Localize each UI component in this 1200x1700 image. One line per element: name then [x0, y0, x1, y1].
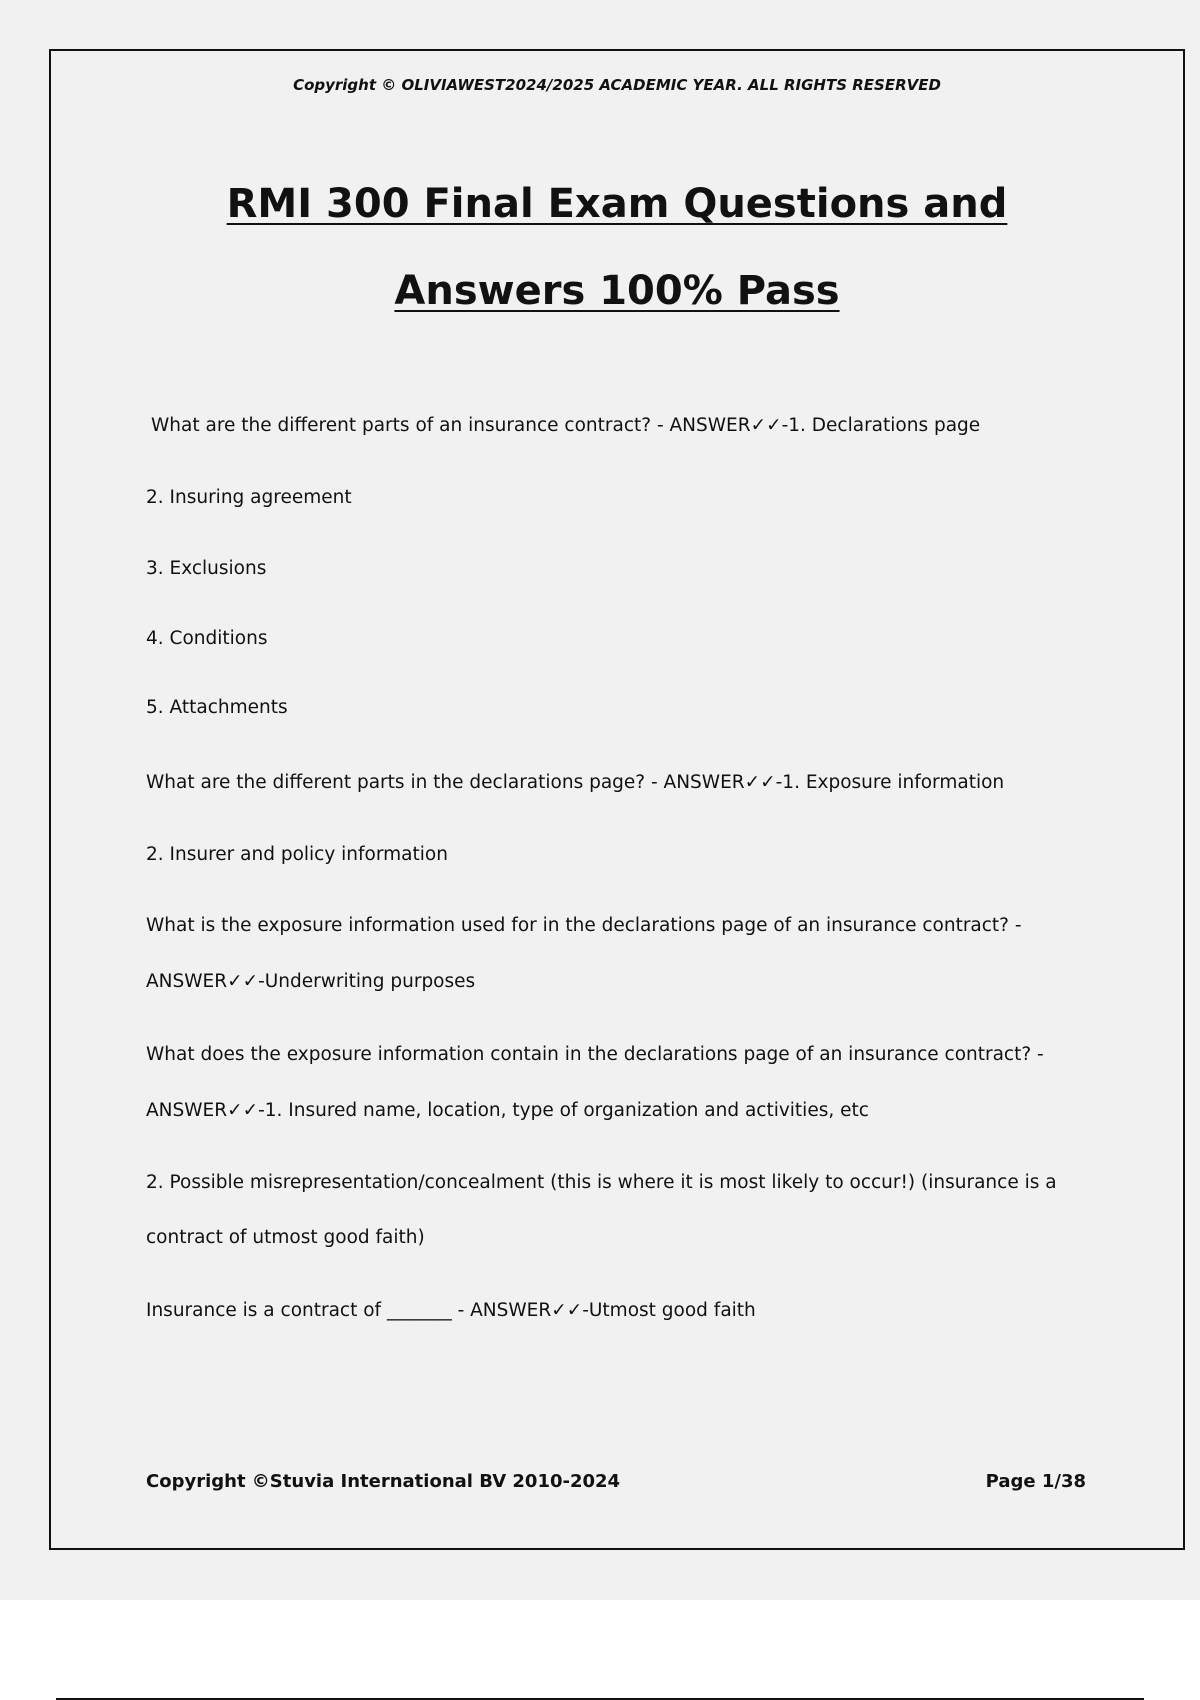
answer-4-item-2-line-2: contract of utmost good faith): [146, 1227, 425, 1248]
question-5-line: Insurance is a contract of _______ - ANSWER✓✓-Utmost good faith: [146, 1300, 756, 1321]
question-4-answer-line: ANSWER✓✓-1. Insured name, location, type of organization and activities, etc: [146, 1100, 869, 1121]
answer-2-item-2: 2. Insurer and policy information: [146, 844, 448, 865]
document-title-line-2-wrapper: [51, 248, 1183, 335]
document-title-line-2: Answers 100% Pass: [394, 268, 840, 314]
header-copyright: Copyright © OLIVIAWEST2024/2025 ACADEMIC YEAR. ALL RIGHTS RESERVED: [293, 76, 941, 94]
answer-1-item-2: 2. Insuring agreement: [146, 487, 352, 508]
question-4-line-1: What does the exposure information contain in the declarations page of an insurance contract? -: [146, 1044, 1044, 1065]
question-3-line-1: What is the exposure information used for in the declarations page of an insurance contract? -: [146, 915, 1022, 936]
answer-1-item-4: 4. Conditions: [146, 628, 268, 649]
footer-copyright: Copyright ©Stuvia International BV 2010-2024: [146, 1471, 621, 1492]
page-number: Page 1/38: [985, 1471, 1086, 1492]
answer-1-item-3: 3. Exclusions: [146, 558, 267, 579]
question-3-answer-line: ANSWER✓✓-Underwriting purposes: [146, 971, 476, 992]
answer-4-item-2-line-1: 2. Possible misrepresentation/concealment (this is where it is most likely to occur!) (insurance is a: [146, 1172, 1057, 1193]
answer-1-item-5: 5. Attachments: [146, 697, 288, 718]
document-page-frame: [49, 49, 1185, 1550]
question-2-line: What are the different parts in the declarations page? - ANSWER✓✓-1. Exposure information: [146, 772, 1005, 793]
document-title: [51, 161, 1183, 335]
question-1-line: What are the different parts of an insurance contract? - ANSWER✓✓-1. Declarations page: [151, 415, 981, 436]
document-title-line-1: RMI 300 Final Exam Questions and: [226, 181, 1008, 227]
document-title-line-1-wrapper: [51, 161, 1183, 248]
